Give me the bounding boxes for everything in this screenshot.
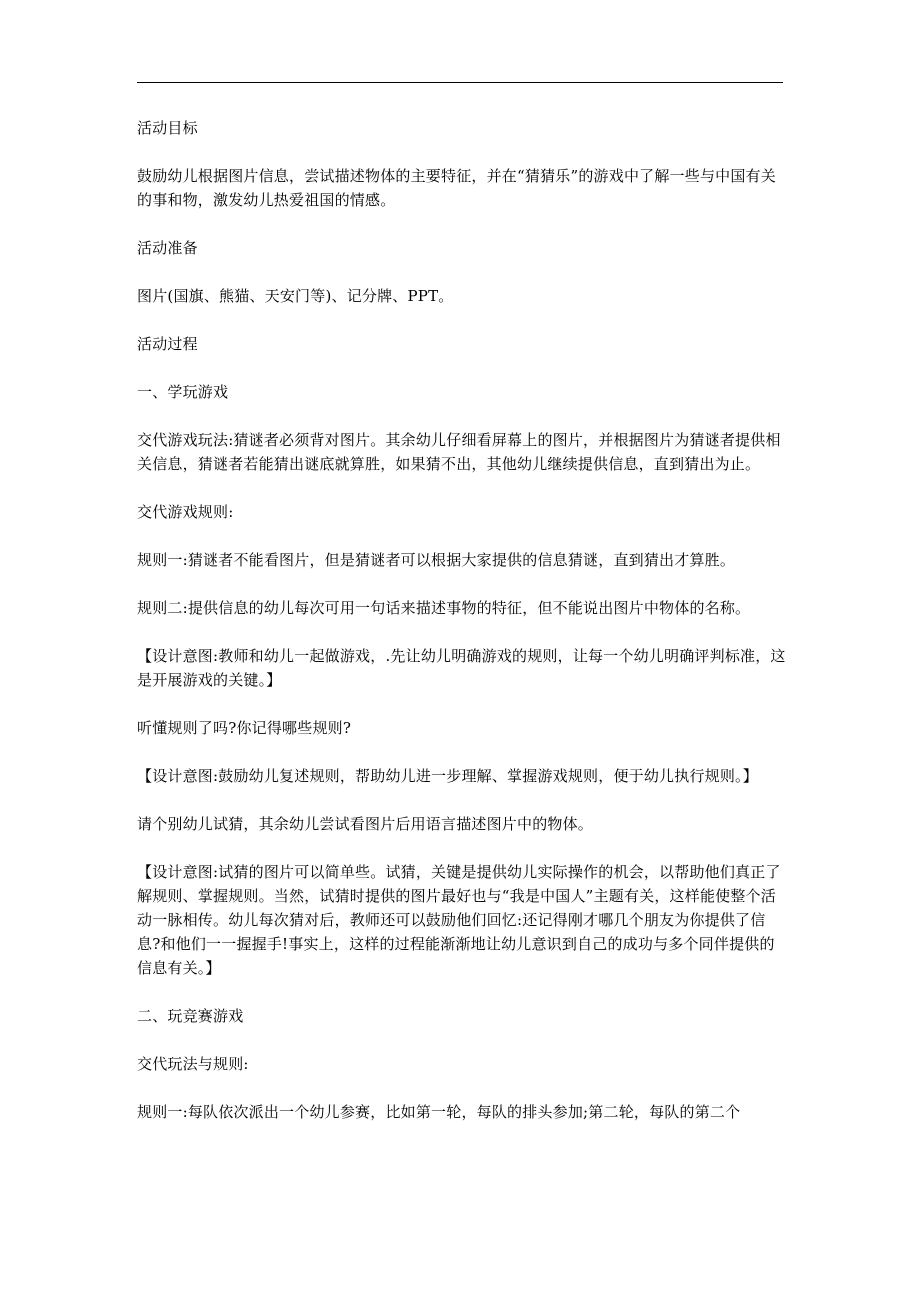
header-rule [137,82,783,83]
paragraph: 规则一:每队依次派出一个幼儿参赛，比如第一轮，每队的排头参加;第二轮，每队的第二个 [137,1103,741,1121]
paragraph: 规则二:提供信息的幼儿每次可用一句话来描述事物的特征，但不能说出图片中物体的名称。 [137,599,751,617]
design-intent-note: 【设计意图:教师和幼儿一起做游戏，.先让幼儿明确游戏的规则，让每一个幼儿明确评判标准，这是开展游戏的关键。】 [137,647,786,689]
paragraph: 交代游戏玩法:猜谜者必须背对图片。其余幼儿仔细看屏幕上的图片，并根据图片为猜谜者提供相关信息，猜谜者若能猜出谜底就算胜，如果猜不出，其他幼儿继续提供信息，直到猜出为止。 [137,431,781,473]
paragraph: 交代玩法与规则: [137,1055,249,1073]
section-heading-process: 活动过程 [137,335,198,353]
subheading: 二、玩竞赛游戏 [137,1007,244,1025]
paragraph: 图片(国旗、熊猫、天安门等)、记分牌、PPT。 [137,287,454,305]
paragraph: 听懂规则了吗?你记得哪些规则? [137,719,352,737]
paragraph: 鼓励幼儿根据图片信息，尝试描述物体的主要特征，并在“猜猜乐”的游戏中了解一些与中国有关的事和物，激发幼儿热爱祖国的情感。 [137,167,776,209]
section-heading-goals: 活动目标 [137,119,198,137]
design-intent-note: 【设计意图:鼓励幼儿复述规则，帮助幼儿进一步理解、掌握游戏规则，便于幼儿执行规则。】 [137,767,758,785]
design-intent-note: 【设计意图:试猜的图片可以简单些。试猜，关键是提供幼儿实际操作的机会，以帮助他们真正了解规则、掌握规则。当然，试猜时提供的图片最好也与“我是中国人”主题有关，这样能使整个活动一脉相传。幼儿每次猜对后，教师还可以鼓励他们回忆:还记得刚才哪几个朋友为你提供了信息?和他们一一握握手!事实上，这样的过程能渐渐地让幼儿意识到自己的成功与多个同伴提供的信息有关。】 [137,863,781,977]
section-heading-preparation: 活动准备 [137,239,198,257]
paragraph: 交代游戏规则: [137,503,234,521]
subheading: 一、学玩游戏 [137,383,229,401]
paragraph: 规则一:猜谜者不能看图片，但是猜谜者可以根据大家提供的信息猜谜，直到猜出才算胜。 [137,551,736,569]
document-body [137,116,787,1148]
paragraph: 请个别幼儿试猜，其余幼儿尝试看图片后用语言描述图片中的物体。 [137,815,594,833]
